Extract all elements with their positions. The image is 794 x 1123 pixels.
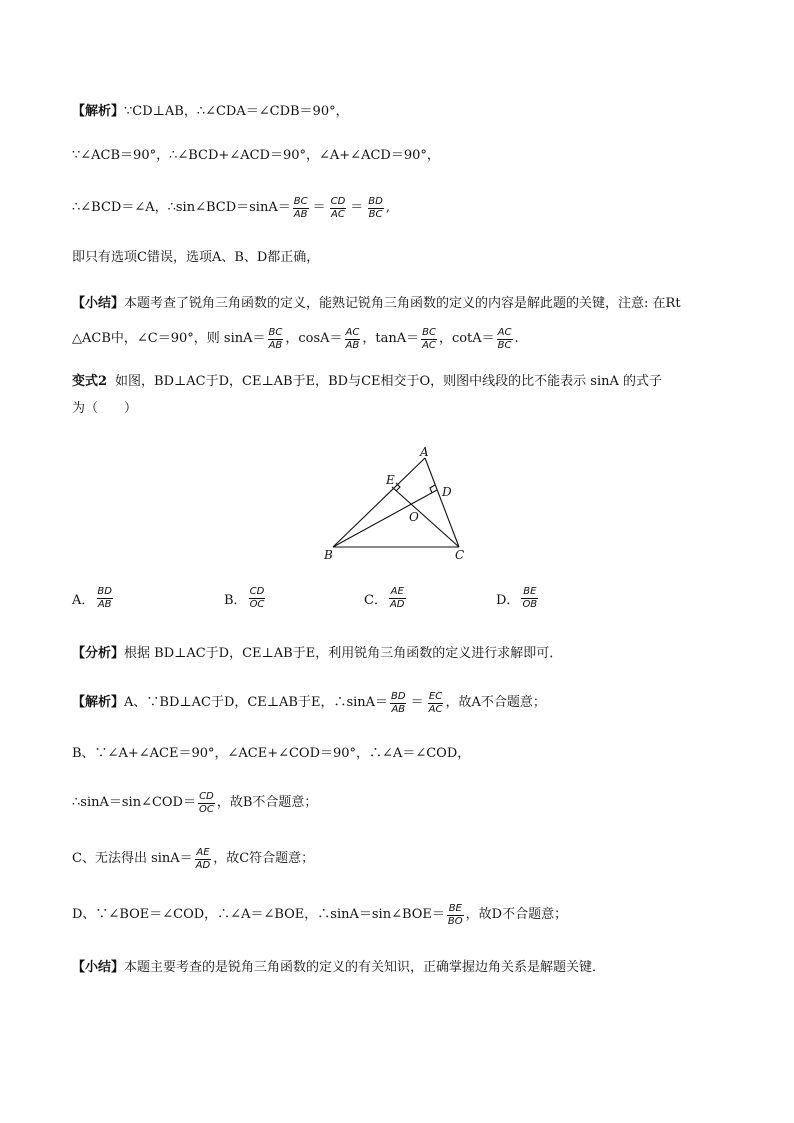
frac-num: EC [428, 690, 443, 702]
option-letter: C． [364, 593, 387, 608]
solution2-d-tail: ，故D不合题意； [465, 907, 568, 922]
variant-line1 [72, 372, 732, 392]
fraction [367, 196, 384, 221]
fraction [390, 691, 407, 716]
frac-den: BO [447, 915, 463, 927]
label-e: E [386, 473, 395, 487]
frac-den: AC [428, 703, 443, 715]
fraction [421, 327, 437, 352]
triangle-figure [320, 440, 480, 565]
fraction [497, 327, 513, 352]
solution2-b2-tail: ，故B不合题意； [216, 795, 318, 810]
solution1-text3: ∴∠BCD＝∠A，∴sin∠BCD＝sinA＝ [72, 200, 291, 215]
summary1-text: 本题考查了锐角三角函数的定义，能熟记锐角三角函数的定义的内容是解此题的关键，注意: 在Rt [124, 296, 681, 311]
label-b: B [324, 548, 333, 562]
equals-sign: ＝ [410, 695, 424, 710]
frac-num: AC [345, 326, 360, 338]
variant-tag: 变式2 [72, 374, 108, 389]
equals-sign: ＝ [312, 200, 326, 215]
frac-den: AC [331, 208, 345, 220]
frac-num: BE [523, 586, 537, 597]
tan-lead: ，tanA＝ [362, 331, 420, 346]
option-c[interactable] [364, 586, 408, 611]
solution-tag: 【解析】 [72, 695, 125, 710]
analysis-text: 根据 BD⊥AC于D，CE⊥AB于E，利用锐角三角函数的定义进行求解即可． [124, 646, 563, 661]
solution1-text4: 即只有选项C错误，选项A、B、D都正确， [72, 250, 320, 265]
summary1-lead: △ACB中，∠C＝90°，则 sinA＝ [72, 331, 266, 346]
fraction [428, 691, 444, 716]
fraction [96, 586, 113, 611]
frac-den: BC [497, 339, 512, 351]
solution1-text1: ∵CD⊥AB，∴∠CDA＝∠CDB＝90°， [124, 104, 349, 119]
option-d[interactable] [496, 586, 540, 611]
fraction [330, 196, 347, 221]
fraction [195, 847, 212, 872]
cot-lead: ，cotA＝ [438, 331, 495, 346]
solution2-line-c [72, 844, 732, 874]
solution1-line2 [72, 146, 732, 166]
frac-num: BC [293, 195, 308, 207]
equals-sign: ＝ [350, 200, 364, 215]
solution2-line-a [72, 688, 732, 718]
fraction [268, 327, 284, 352]
summary2-line [72, 958, 732, 978]
frac-den: OB [522, 599, 538, 610]
frac-num: BE [448, 902, 462, 914]
frac-den: AB [268, 339, 283, 351]
solution2-d-lead: D、∵∠BOE＝∠COD，∴∠A＝∠BOE，∴sinA＝sin∠BOE＝ [72, 907, 445, 922]
fraction [198, 791, 215, 816]
frac-num: BD [97, 586, 112, 597]
fraction [293, 196, 309, 221]
option-letter: D． [496, 593, 520, 608]
fraction [447, 903, 464, 928]
frac-num: BD [391, 690, 406, 702]
frac-den: AC [422, 339, 436, 351]
frac-den: AD [389, 599, 405, 610]
fraction [521, 586, 538, 611]
frac-den: OC [198, 803, 214, 815]
label-c: C [455, 548, 465, 562]
segment-bd [333, 490, 437, 547]
solution1-tail: , [385, 200, 390, 215]
frac-den: OC [249, 599, 265, 610]
solution1-line1 [72, 102, 732, 122]
solution-tag: 【解析】 [72, 104, 125, 119]
solution2-c-lead: C、无法得出 sinA＝ [72, 851, 193, 866]
solution2-a-lead: A、∵BD⊥AC于D，CE⊥AB于E，∴sinA＝ [124, 695, 389, 710]
solution2-a-tail: ，故A不合题意； [445, 695, 546, 710]
fraction [249, 586, 266, 611]
analysis-line [72, 644, 732, 664]
frac-num: AE [196, 846, 210, 858]
label-a: A [420, 445, 429, 459]
option-b[interactable] [224, 586, 267, 611]
label-o: O [409, 510, 419, 524]
variant-text2: 为（ ） [72, 401, 138, 416]
solution2-c-tail: ，故C符合题意； [213, 851, 315, 866]
variant-line2 [72, 399, 732, 419]
frac-num: CD [330, 195, 346, 207]
label-d: D [442, 485, 452, 499]
cos-lead: ，cosA＝ [285, 331, 343, 346]
option-a[interactable] [72, 586, 115, 611]
frac-num: BC [268, 326, 283, 338]
summary1-line1 [72, 294, 732, 314]
summary1-line2 [72, 324, 732, 354]
solution2-b2-lead: ∴sinA＝sin∠COD＝ [72, 795, 196, 810]
solution1-text2: ∵∠ACB＝90°，∴∠BCD+∠ACD＝90°，∠A+∠ACD＝90°， [72, 148, 440, 163]
fraction [389, 586, 406, 611]
side-ab [333, 458, 425, 547]
frac-num: BD [368, 195, 383, 207]
summary2-text: 本题主要考查的是锐角三角函数的定义的有关知识，正确掌握边角关系是解题关键． [124, 960, 606, 975]
variant-text1: 如图，BD⊥AC于D，CE⊥AB于E，BD与CE相交于O，则图中线段的比不能表示 sinA 的式子 [115, 374, 663, 389]
frac-den: AB [97, 599, 112, 610]
frac-num: AE [390, 586, 404, 597]
fraction [345, 327, 361, 352]
option-letter: B． [224, 593, 247, 608]
frac-num: CD [249, 586, 265, 597]
frac-num: AC [497, 326, 512, 338]
solution2-line-b1 [72, 744, 732, 764]
side-ac [425, 458, 459, 547]
frac-num: CD [199, 790, 214, 802]
frac-num: BC [422, 326, 436, 338]
solution2-line-d [72, 900, 732, 930]
analysis-tag: 【分析】 [72, 646, 125, 661]
solution1-line4 [72, 248, 732, 268]
frac-den: AD [195, 859, 211, 871]
summary-tag: 【小结】 [72, 960, 125, 975]
solution2-line-b2 [72, 788, 732, 818]
option-letter: A． [72, 593, 95, 608]
summary1-end: . [514, 331, 519, 346]
solution2-b1: B、∵∠A+∠ACE＝90°，∠ACE+∠COD＝90°，∴∠A＝∠COD， [72, 746, 471, 761]
solution1-line3 [72, 193, 732, 223]
frac-den: BC [368, 208, 383, 220]
frac-den: AB [391, 703, 406, 715]
frac-den: AB [293, 208, 308, 220]
frac-den: AB [345, 339, 360, 351]
summary-tag: 【小结】 [72, 296, 125, 311]
